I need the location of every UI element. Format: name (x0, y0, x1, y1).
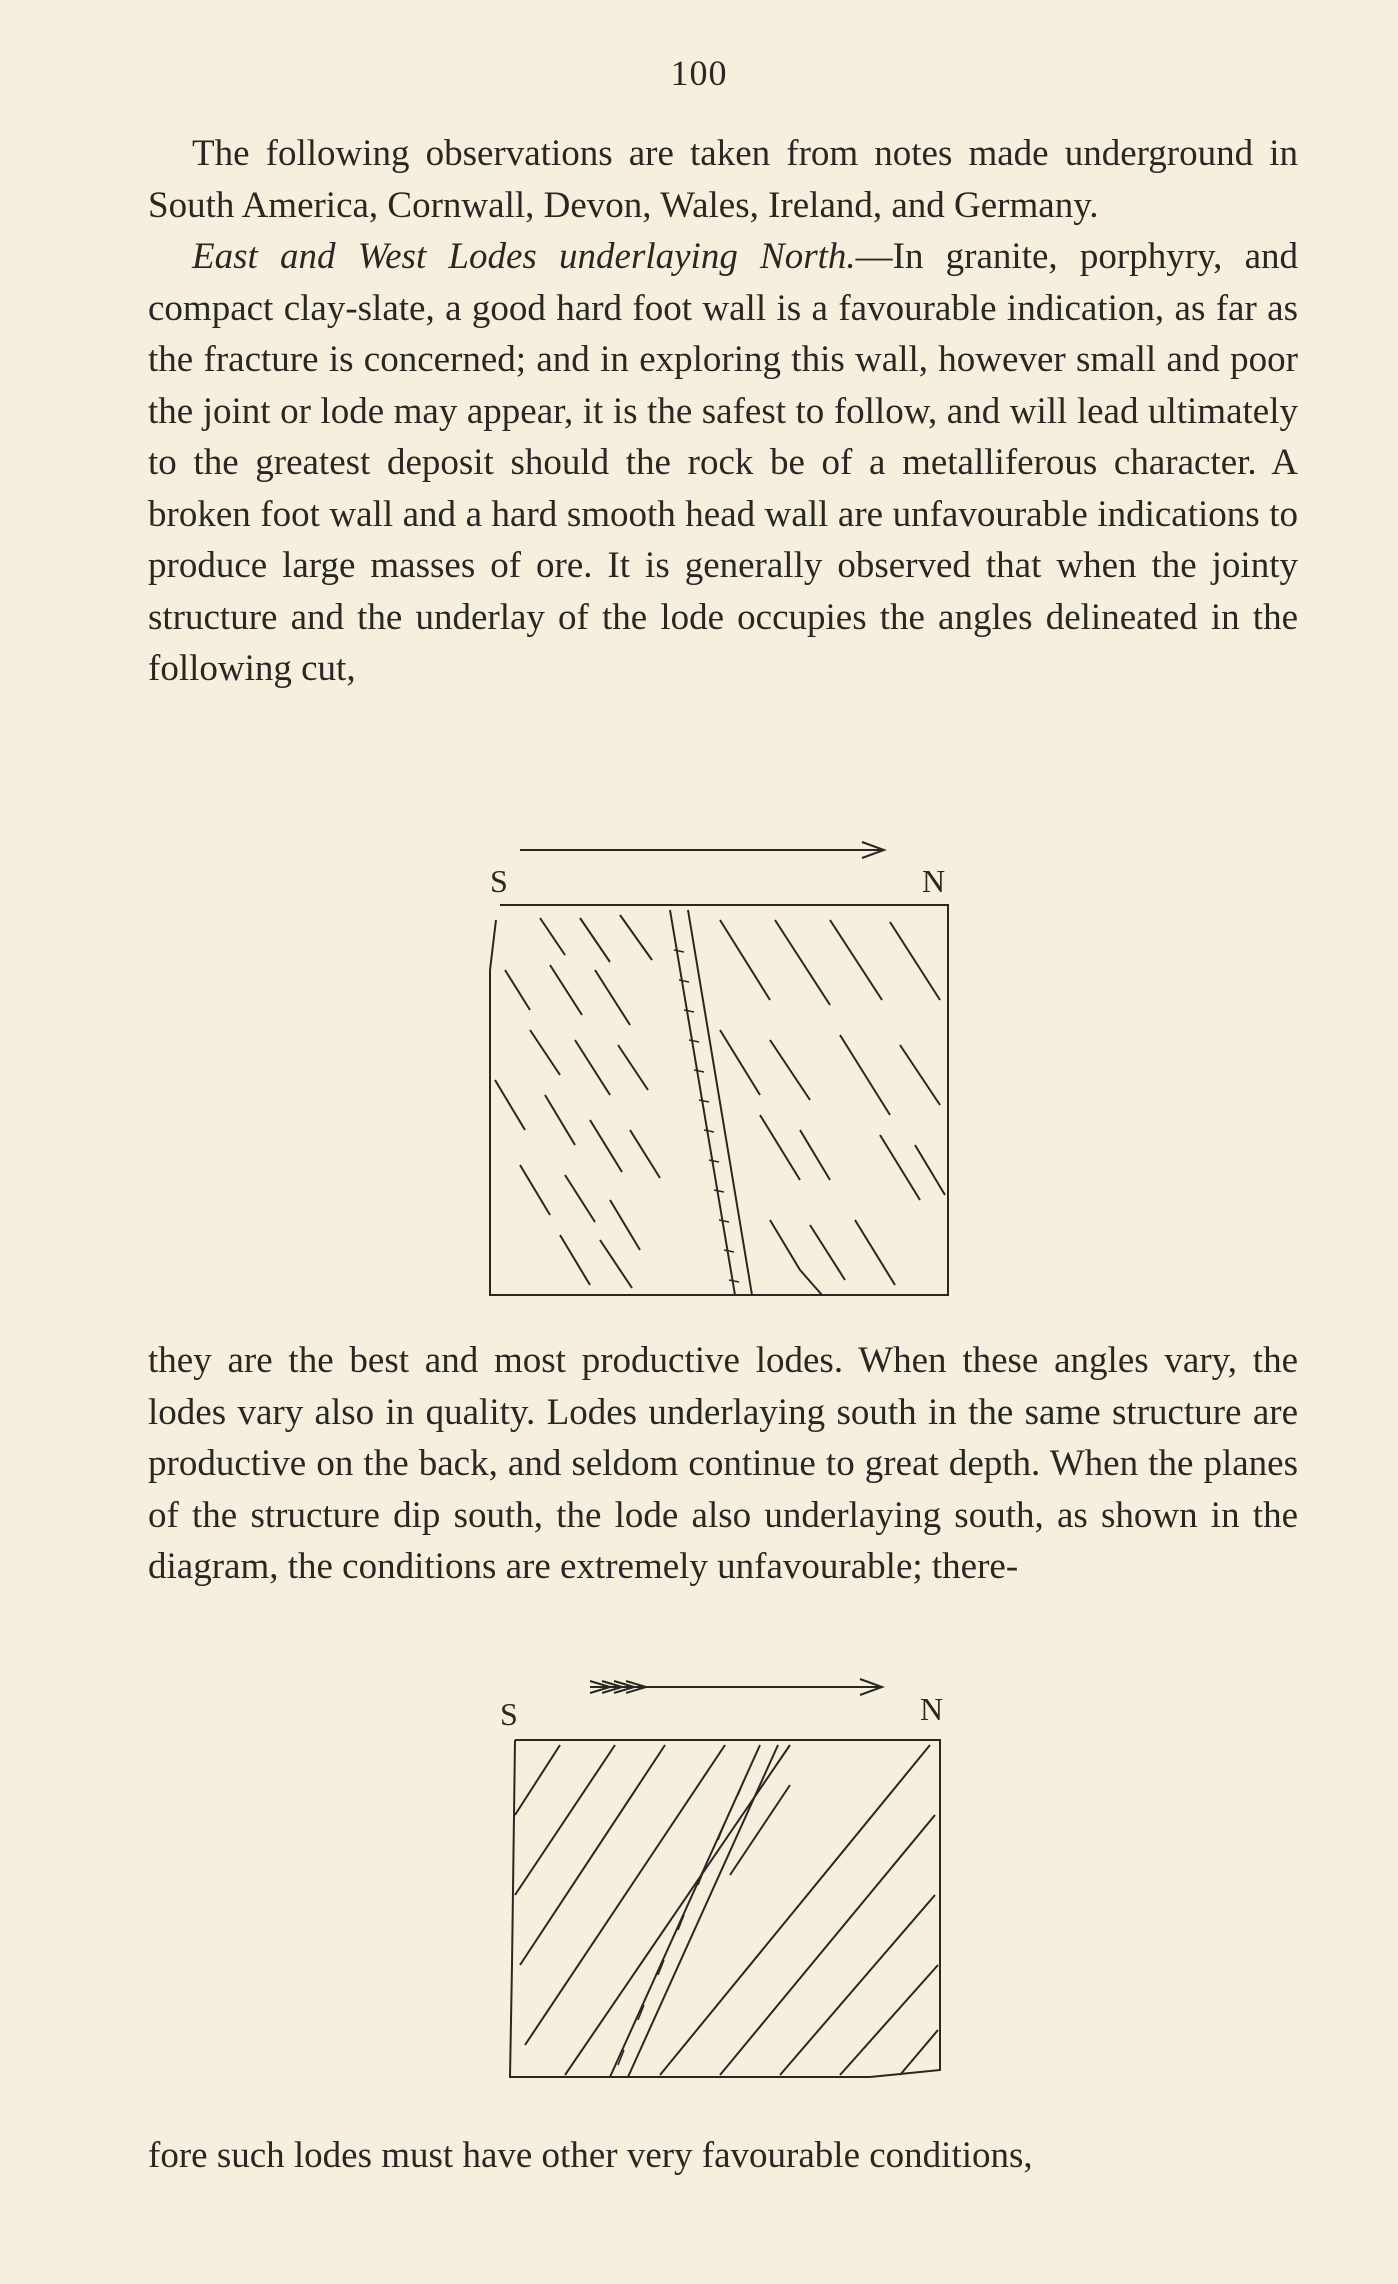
page-number: 100 (670, 53, 728, 93)
bottom-text-block (148, 2130, 1298, 2182)
intro-paragraph: The following observations are taken from notes made underground in South America, Cornwall, Devon, Wales, Ireland, and Germany. (148, 133, 1298, 226)
bottom-line: fore such lodes must have other very favourable conditions, (148, 2135, 1033, 2176)
top-text-block (148, 128, 1298, 695)
figure-1-diagram (470, 830, 990, 1310)
section-heading: East and West Lodes underlaying North. (192, 236, 856, 277)
figure-2-north-label: N (920, 1691, 944, 1727)
section-paragraph (148, 231, 1298, 695)
section-text: —In granite, porphyry, and compact clay-slate, a good hard foot wall is a favourable indication, as far as the fracture is concerned; and in exploring this wall, however small and poor the joint or lode may appear, it is the safest to follow, and will lead ultimately to the greatest deposit should the rock be of a metalliferous character. A broken foot wall and a hard smooth head wall are unfavourable indications to produce large masses of ore. It is generally observed that when the jointy structure and the underlay of the lode occupies the angles delineated in the following cut, (148, 236, 1298, 689)
figure-lode-underlay-south (490, 1665, 970, 2105)
figure-2-south-label: S (500, 1696, 518, 1732)
figure-2-structure-lines (515, 1745, 938, 2075)
figure-2-lode (610, 1745, 778, 2077)
figure-2-diagram (490, 1665, 970, 2105)
figure-1-north-label: N (922, 863, 946, 899)
middle-paragraph: they are the best and most productive lodes. When these angles vary, the lodes vary also in quality. Lodes underlaying south in the same structure are productive on the back, and seldom continue to great depth. When the planes of the structure dip south, the lode also underlaying south, as shown in the diagram, the conditions are extremely unfavourable; there- (148, 1340, 1298, 1587)
figure-2-frame (510, 1740, 940, 2077)
middle-text-block (148, 1335, 1298, 1593)
figure-1-lode (670, 910, 752, 1295)
figure-1-south-label: S (490, 863, 508, 899)
figure-lode-underlay-north (470, 830, 990, 1310)
